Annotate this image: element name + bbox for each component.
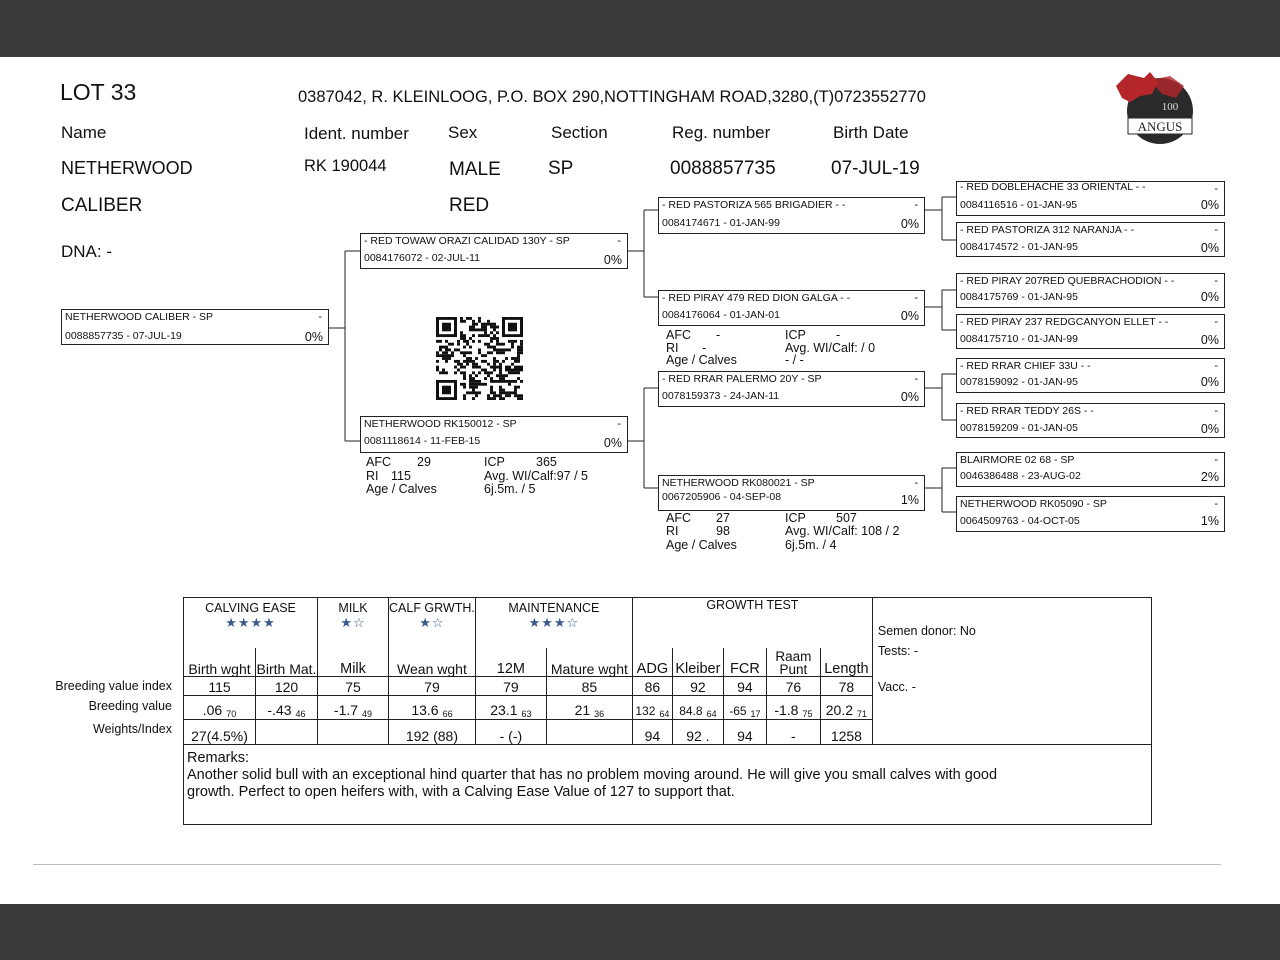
pedigree-sire-dam[interactable]: - RED PIRAY 479 RED DION GALGA - - - 0084176064 - 01-JAN-01 0% — [658, 290, 925, 326]
name-header: Name — [61, 123, 107, 142]
pedigree-info: 0067205906 - 04-SEP-08 — [662, 491, 782, 503]
tests: Tests: - — [877, 644, 919, 658]
pedigree-name: - RED PIRAY 479 RED DION GALGA - - — [662, 292, 851, 304]
pedigree-dam-sire[interactable]: - RED RRAR PALERMO 20Y - SP - 0078159373 - 24-JAN-11 0% — [658, 371, 925, 407]
qr-code[interactable] — [436, 317, 523, 400]
pedigree-sire[interactable]: - RED TOWAW ORAZI CALIDAD 130Y - SP - 0084176072 - 02-JUL-11 0% — [360, 233, 628, 269]
pedigree-pct: 0% — [603, 436, 622, 450]
index-cell: 86 — [632, 677, 672, 696]
breeder-info: 0387042, R. KLEINLOOG, P.O. BOX 290,NOTTINGHAM ROAD,3280,(T)0723552770 — [298, 88, 926, 106]
semen-donor: Semen donor: No — [877, 624, 976, 638]
calf-growth-stars: ★☆ — [419, 615, 445, 630]
weight-cell: 94 — [723, 719, 766, 744]
bv-cell: -1.8 $_{75}$ — [766, 696, 820, 719]
pedigree-name: - RED RRAR PALERMO 20Y - SP — [662, 373, 822, 385]
logo-number: 100 — [1161, 101, 1179, 113]
col-header: Wean wght — [389, 648, 476, 676]
col-header: Birth Mat. — [256, 648, 318, 676]
pedigree-ggp-1[interactable]: - RED DOBLEHACHE 33 ORIENTAL - - - 0084116516 - 01-JAN-95 0% — [956, 181, 1225, 216]
remarks-label: Remarks: — [187, 750, 250, 766]
bv-cell: -1.7 $_{49}$ — [318, 696, 389, 719]
col-header: Milk — [318, 648, 389, 676]
index-cell: 78 — [820, 677, 872, 696]
sire-dam-stats: AFC - ICP - RI - Avg. WI/Calf: / 0 Age / Calves - / - — [666, 328, 876, 367]
col-header: Birth wght — [184, 648, 256, 676]
weight-cell: 192 (88) — [389, 719, 476, 744]
pedigree-ggp-6[interactable]: - RED RRAR TEDDY 26S - - - 0078159209 - 01-JAN-05 0% — [956, 403, 1225, 438]
animal-name-line2: CALIBER — [61, 195, 143, 216]
pedigree-info: 0084176064 - 01-JAN-01 — [662, 309, 780, 321]
index-cell: 75 — [318, 677, 389, 696]
col-header: Length — [820, 648, 872, 676]
bv-cell: 21 $_{36}$ — [546, 696, 632, 719]
pedigree-info: 0084174671 - 01-JAN-99 — [662, 217, 780, 229]
group-milk: MILK ★☆ — [318, 598, 389, 649]
bv-cell: 84.8 $_{64}$ — [672, 696, 723, 719]
pedigree-name: - RED PASTORIZA 565 BRIGADIER - - — [662, 199, 846, 211]
pedigree-pct: 0% — [900, 390, 919, 404]
lot-number: LOT 33 — [60, 79, 137, 105]
pedigree-dam[interactable]: NETHERWOOD RK150012 - SP - 0081118614 - 11-FEB-15 0% — [360, 416, 628, 453]
dam-dam-stats: AFC 27 ICP 507 RI 98 Avg. WI/Calf: 108 / 2 Age / Calves 6j.5m. / 4 — [666, 511, 900, 552]
row-label-index: Breeding value index — [55, 679, 172, 693]
bv-cell: -65 $_{17}$ — [723, 696, 766, 719]
remarks-text: Another solid bull with an exceptional hind quarter that has no problem moving around. He will give you small calves with good growth. Perfect to open heifers with, with a Calving Ease Value of 127 to support that. — [187, 767, 998, 800]
pedigree-name: NETHERWOOD RK150012 - SP — [364, 418, 517, 430]
row-label-bv: Breeding value — [88, 699, 172, 713]
pedigree-ggp-5[interactable]: - RED RRAR CHIEF 33U - - - 0078159092 - 01-JAN-95 0% — [956, 358, 1225, 393]
weight-cell — [256, 719, 318, 744]
weight-cell: - — [766, 719, 820, 744]
dam-stats: AFC 29 ICP 365 RI 115 Avg. WI/Calf:97 / 5 Age / Calves 6j.5m. / 5 — [366, 455, 588, 496]
pedigree-pct: 0% — [603, 253, 622, 267]
side-info — [872, 598, 1151, 745]
bv-cell: 23.1 $_{63}$ — [475, 696, 546, 719]
vaccinations: Vacc. - — [877, 680, 916, 694]
logo-text: ANGUS — [1137, 119, 1183, 134]
weight-cell — [318, 719, 389, 744]
pedigree-sire-sire[interactable]: - RED PASTORIZA 565 BRIGADIER - - - 0084174671 - 01-JAN-99 0% — [658, 197, 925, 234]
col-header: Kleiber — [672, 648, 723, 676]
ident-number: RK 190044 — [304, 157, 387, 175]
index-cell: 79 — [389, 677, 476, 696]
pedigree-ggp-4[interactable]: - RED PIRAY 237 REDGCANYON ELLET - - - 0084175710 - 01-JAN-99 0% — [956, 314, 1225, 349]
section-value: SP — [548, 158, 574, 179]
calving-ease-stars: ★★★★ — [225, 615, 276, 630]
weight-cell: 27(4.5%) — [184, 719, 256, 744]
section-header: Section — [551, 123, 608, 142]
sex-value: MALE — [449, 159, 501, 180]
index-cell: 85 — [546, 677, 632, 696]
group-calf-growth: CALF GRWTH. ★☆ — [389, 598, 476, 649]
maintenance-stars: ★★★☆ — [528, 615, 580, 630]
pedigree-name: - RED TOWAW ORAZI CALIDAD 130Y - SP — [364, 235, 570, 247]
index-cell: 115 — [184, 677, 256, 696]
pedigree-info: 0084176072 - 02-JUL-11 — [364, 252, 480, 264]
col-header: ADG — [632, 648, 672, 676]
pedigree-info: 0088857735 - 07-JUL-19 — [65, 330, 182, 342]
pedigree-pct: 0% — [900, 217, 919, 231]
pedigree-ggp-3[interactable]: - RED PIRAY 207RED QUEBRACHODION - - - 0084175769 - 01-JAN-95 0% — [956, 273, 1225, 308]
footer-divider — [33, 864, 1221, 865]
index-cell: 120 — [256, 677, 318, 696]
pedigree-ggp-8[interactable]: NETHERWOOD RK05090 - SP - 0064509763 - 04-OCT-05 1% — [956, 496, 1225, 532]
breeding-values-table — [183, 597, 1152, 825]
ident-header: Ident. number — [304, 124, 409, 143]
index-cell: 79 — [475, 677, 546, 696]
reg-header: Reg. number — [672, 123, 771, 142]
pedigree-name: NETHERWOOD CALIBER - SP — [65, 311, 213, 323]
pedigree-pct: 0% — [900, 309, 919, 323]
row-label-weights: Weights/Index — [93, 722, 172, 736]
pedigree-ggp-7[interactable]: BLAIRMORE 02 68 - SP - 0046386488 - 23-AUG-02 2% — [956, 452, 1225, 487]
bv-cell: .06 $_{70}$ — [184, 696, 256, 719]
birth-header: Birth Date — [833, 123, 909, 142]
weight-cell: 92 . — [672, 719, 723, 744]
remarks — [184, 745, 1152, 825]
animal-name-line1: NETHERWOOD — [61, 158, 193, 178]
milk-stars: ★☆ — [340, 615, 366, 630]
weight-cell: 1258 — [820, 719, 872, 744]
pedigree-pct: 1% — [900, 493, 919, 507]
index-cell: 94 — [723, 677, 766, 696]
colour-value: RED — [449, 195, 490, 216]
pedigree-dam-dam[interactable]: NETHERWOOD RK080021 - SP - 0067205906 - 04-SEP-08 1% — [658, 475, 925, 511]
group-growth-test: GROWTH TEST — [632, 598, 872, 649]
dna-status: DNA: - — [61, 242, 112, 261]
pedigree-info: 0078159373 - 24-JAN-11 — [662, 390, 780, 402]
bv-cell: 20.2 $_{71}$ — [820, 696, 872, 719]
col-header: 12M — [475, 648, 546, 676]
group-maintenance: MAINTENANCE ★★★☆ — [475, 598, 632, 649]
bv-cell: 13.6 $_{66}$ — [389, 696, 476, 719]
sex-header: Sex — [448, 123, 478, 142]
bv-cell: 132 $_{64}$ — [632, 696, 672, 719]
col-header: FCR — [723, 648, 766, 676]
group-calving-ease: CALVING EASE ★★★★ — [184, 598, 318, 649]
pedigree-pct: 0% — [304, 330, 323, 344]
birth-date: 07-JUL-19 — [831, 158, 920, 179]
col-header: Raam Punt — [766, 648, 820, 676]
col-header: Mature wght — [546, 648, 632, 676]
index-cell: 76 — [766, 677, 820, 696]
weight-cell — [546, 719, 632, 744]
pedigree-info: 0081118614 - 11-FEB-15 — [364, 435, 481, 447]
weight-cell: 94 — [632, 719, 672, 744]
weight-cell: - (-) — [475, 719, 546, 744]
pedigree-subject[interactable]: NETHERWOOD CALIBER - SP - 0088857735 - 07-JUL-19 0% — [61, 309, 329, 345]
pedigree-ggp-2[interactable]: - RED PASTORIZA 312 NARANJA - - - 0084174572 - 01-JAN-95 0% — [956, 222, 1225, 257]
pedigree-name: NETHERWOOD RK080021 - SP — [662, 477, 815, 489]
bv-cell: -.43 $_{46}$ — [256, 696, 318, 719]
reg-number: 0088857735 — [670, 158, 776, 179]
index-cell: 92 — [672, 677, 723, 696]
